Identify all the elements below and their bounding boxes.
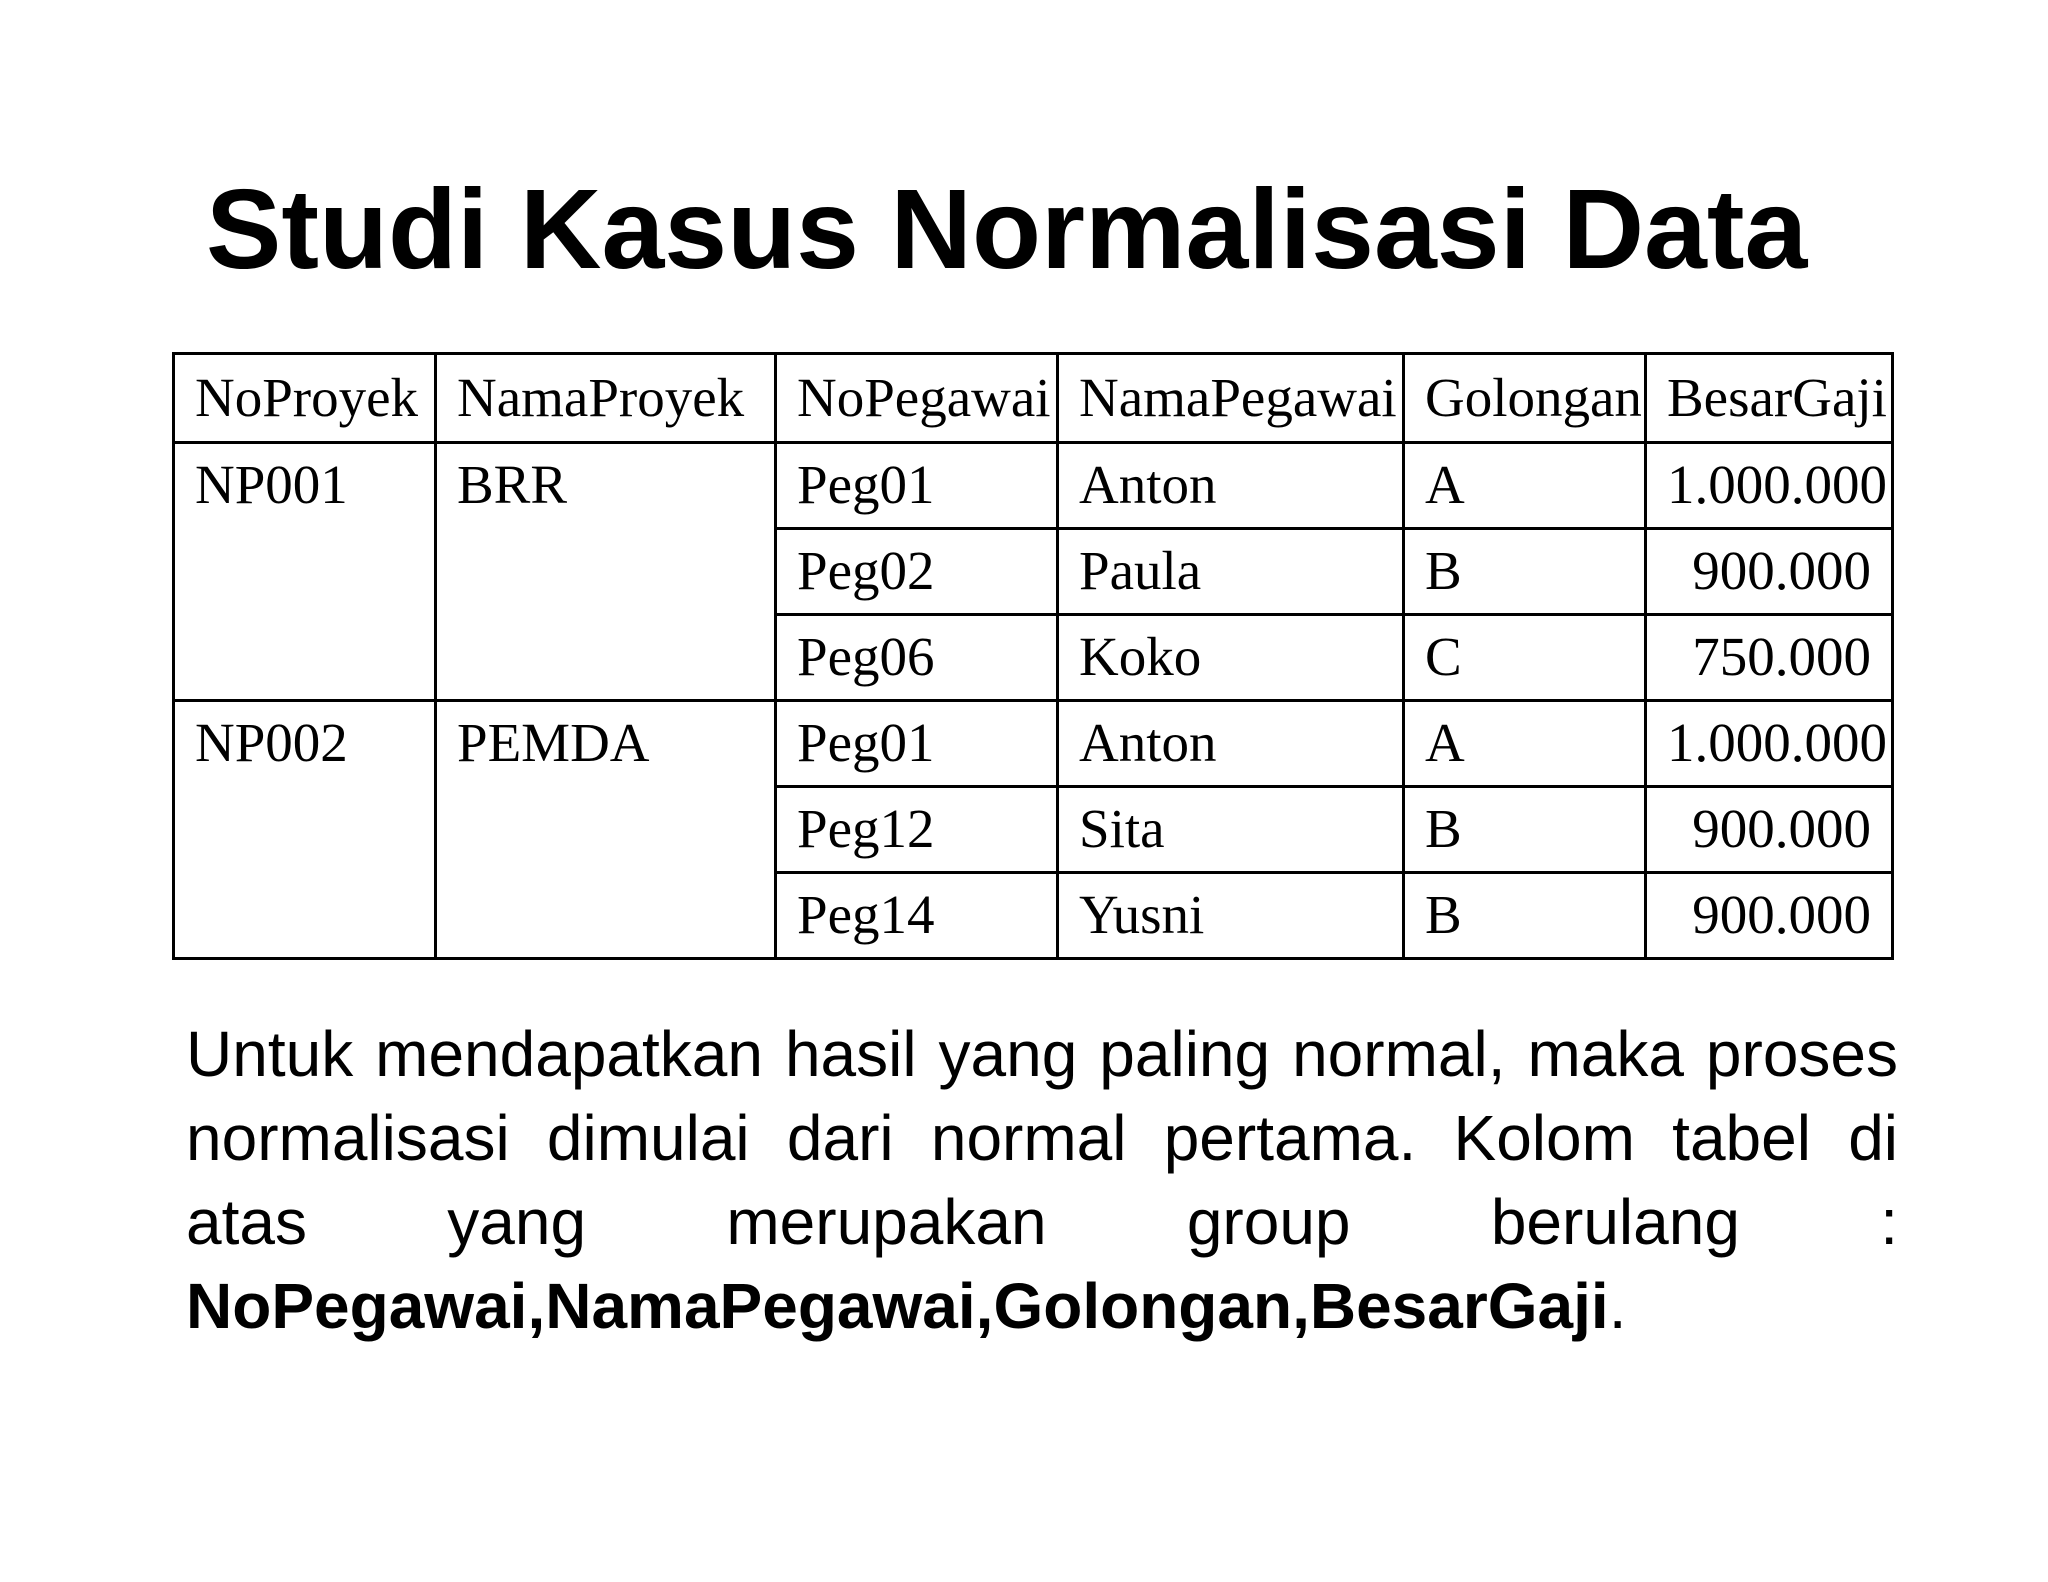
header-no-pegawai: NoPegawai xyxy=(776,354,1058,443)
slide-title: Studi Kasus Normalisasi Data xyxy=(206,166,1808,292)
cell-nama-pegawai: Koko xyxy=(1058,615,1404,701)
cell-golongan: B xyxy=(1404,787,1646,873)
table-row xyxy=(174,443,1893,529)
header-besar-gaji: BesarGaji xyxy=(1646,354,1893,443)
employee-project-table xyxy=(172,352,1894,960)
cell-besar-gaji: 900.000 xyxy=(1646,787,1893,873)
cell-nama-proyek: BRR xyxy=(436,443,776,701)
cell-nama-pegawai: Paula xyxy=(1058,529,1404,615)
cell-nama-pegawai: Sita xyxy=(1058,787,1404,873)
body-paragraph xyxy=(186,1012,1898,1348)
cell-no-pegawai: Peg01 xyxy=(776,701,1058,787)
cell-besar-gaji: 900.000 xyxy=(1646,873,1893,959)
table-header-row xyxy=(174,354,1893,443)
cell-no-pegawai: Peg06 xyxy=(776,615,1058,701)
cell-besar-gaji: 1.000.000 xyxy=(1646,701,1893,787)
cell-nama-pegawai: Anton xyxy=(1058,701,1404,787)
table-row xyxy=(174,701,1893,787)
cell-no-pegawai: Peg12 xyxy=(776,787,1058,873)
header-nama-proyek: NamaProyek xyxy=(436,354,776,443)
cell-no-proyek: NP002 xyxy=(174,701,436,959)
paragraph-emphasis: NoPegawai,NamaPegawai,Golongan,BesarGaji xyxy=(186,1270,1609,1342)
cell-nama-pegawai: Yusni xyxy=(1058,873,1404,959)
cell-besar-gaji: 1.000.000 xyxy=(1646,443,1893,529)
paragraph-end: . xyxy=(1608,1270,1627,1342)
cell-nama-pegawai: Anton xyxy=(1058,443,1404,529)
cell-besar-gaji: 900.000 xyxy=(1646,529,1893,615)
cell-golongan: B xyxy=(1404,873,1646,959)
cell-nama-proyek: PEMDA xyxy=(436,701,776,959)
cell-besar-gaji: 750.000 xyxy=(1646,615,1893,701)
header-no-proyek: NoProyek xyxy=(174,354,436,443)
header-nama-pegawai: NamaPegawai xyxy=(1058,354,1404,443)
cell-no-pegawai: Peg01 xyxy=(776,443,1058,529)
cell-golongan: A xyxy=(1404,701,1646,787)
cell-golongan: B xyxy=(1404,529,1646,615)
cell-golongan: C xyxy=(1404,615,1646,701)
cell-no-pegawai: Peg14 xyxy=(776,873,1058,959)
cell-golongan: A xyxy=(1404,443,1646,529)
cell-no-proyek: NP001 xyxy=(174,443,436,701)
paragraph-text: Untuk mendapatkan hasil yang paling normal, maka proses normalisasi dimulai dari normal pertama. Kolom tabel di atas yang merupakan group berulang : xyxy=(186,1018,1898,1258)
header-golongan: Golongan xyxy=(1404,354,1646,443)
cell-no-pegawai: Peg02 xyxy=(776,529,1058,615)
